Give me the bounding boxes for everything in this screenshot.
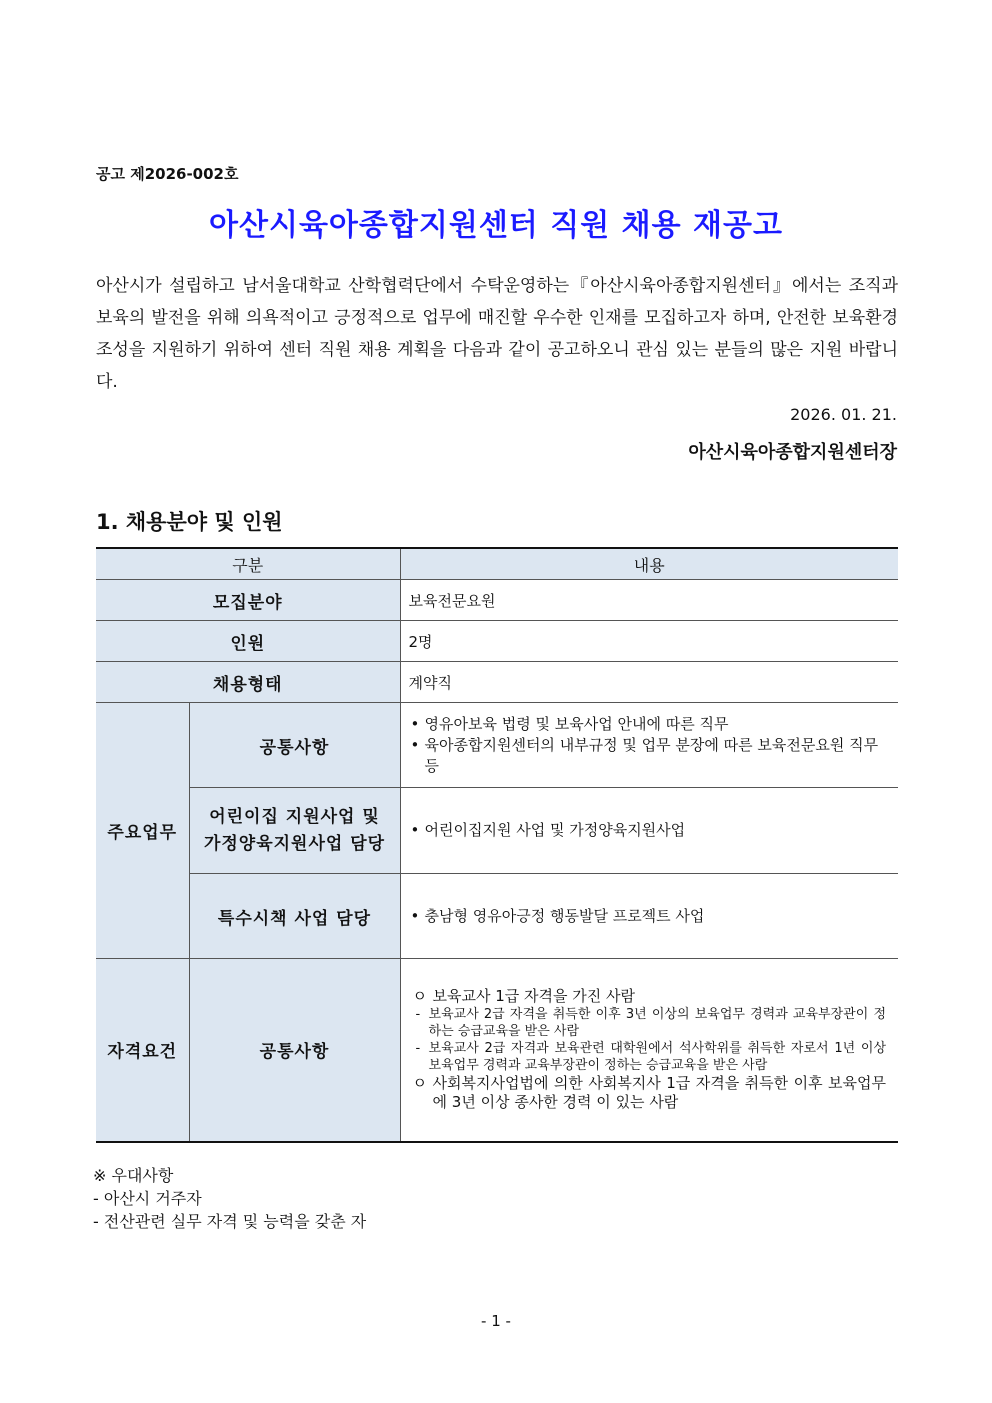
- table-row: [96, 662, 898, 703]
- duties-daycare-label-line1: 어린이집 지원사업 및: [209, 806, 380, 827]
- list-item: • 어린이집지원 사업 및 가정양육지원사업: [409, 820, 891, 841]
- row-label-employment-type: 채용형태: [96, 662, 400, 703]
- issuing-organization: 아산시육아종합지원센터장: [688, 442, 897, 463]
- preference-note: [93, 1164, 366, 1233]
- column-header-content: 내용: [400, 548, 898, 580]
- row-label-qualifications: 자격요건: [96, 959, 189, 1142]
- row-value-employment-type: 계약직: [400, 662, 898, 703]
- recruitment-table: [96, 547, 898, 1143]
- list-item: • 충남형 영유아긍정 행동발달 프로젝트 사업: [409, 906, 891, 927]
- preference-title: ※ 우대사항: [93, 1166, 174, 1185]
- qualification-sub-item: - 보육교사 2급 자격을 취득한 이후 3년 이상의 보육업무 경력과 교육부장관이 정하는 승급교육을 받은 사람: [415, 1007, 887, 1040]
- row-label-headcount: 인원: [96, 621, 400, 662]
- preference-item: - 전산관련 실무 자격 및 능력을 갖춘 자: [93, 1212, 367, 1231]
- table-row: [96, 703, 898, 788]
- duties-common-label: 공통사항: [189, 703, 400, 788]
- qualifications-common-label: 공통사항: [189, 959, 400, 1142]
- announcement-date: 2026. 01. 21.: [790, 405, 897, 424]
- table-row: [96, 621, 898, 662]
- duties-daycare-label-line2: 가정양육지원사업 담당: [203, 833, 386, 854]
- duties-common-content: [400, 703, 898, 788]
- table-row: [96, 874, 898, 959]
- table-row: [96, 788, 898, 874]
- intro-paragraph: 아산시가 설립하고 남서울대학교 산학협력단에서 수탁운영하는『아산시육아종합지원센터』에서는 조직과 보육의 발전을 위해 의욕적이고 긍정적으로 업무에 매진할 우수한 인재를 모집하고자 하며, 안전한 보육환경 조성을 지원하기 위하여 센터 직원 채용 계획을 다음과 같이 공고하오니 관심 있는 분들의 많은 지원 바랍니다.: [96, 276, 898, 392]
- notice-number: 공고 제2026-002호: [96, 165, 239, 183]
- row-value-headcount: 2명: [400, 621, 898, 662]
- table-row: [96, 959, 898, 1142]
- dash-bullet: -: [415, 1007, 421, 1023]
- list-item: • 영유아보육 법령 및 보육사업 안내에 따른 직무: [409, 714, 891, 735]
- ring-bullet: ㅇ: [412, 1074, 428, 1093]
- column-header-category: 구분: [96, 548, 400, 580]
- row-label-field: 모집분야: [96, 580, 400, 621]
- duties-special-label: 특수시책 사업 담당: [189, 874, 400, 959]
- dash-bullet: -: [415, 1041, 421, 1057]
- qualification-item: ㅇ 사회복지사업법에 의한 사회복지사 1급 자격을 취득한 이후 보육업무에 3년 이상 종사한 경력 이 있는 사람: [412, 1074, 887, 1112]
- qualification-item: ㅇ 보육교사 1급 자격을 가진 사람: [412, 987, 636, 1006]
- page-number: - 1 -: [481, 1312, 511, 1330]
- qualifications-content: [400, 959, 898, 1142]
- duties-daycare-content: [400, 788, 898, 874]
- row-value-field: 보육전문요원: [400, 580, 898, 621]
- table-row: [96, 580, 898, 621]
- duties-special-content: [400, 874, 898, 959]
- qualification-sub-item: - 보육교사 2급 자격과 보육관련 대학원에서 석사학위를 취득한 자로서 1년 이상 보육업무 경력과 교육부장관이 정하는 승급교육을 받은 사람: [415, 1041, 887, 1074]
- list-item: • 육아종합지원센터의 내부규정 및 업무 분장에 따른 보육전문요원 직무 등: [409, 735, 891, 777]
- row-label-duties: 주요업무: [96, 703, 189, 959]
- ring-bullet: ㅇ: [412, 987, 428, 1006]
- section-heading-recruitment: 1. 채용분야 및 인원: [96, 510, 283, 534]
- preference-item: - 아산시 거주자: [93, 1189, 202, 1208]
- duties-daycare-label: [189, 788, 400, 874]
- page-title: 아산시육아종합지원센터 직원 채용 재공고: [209, 208, 783, 243]
